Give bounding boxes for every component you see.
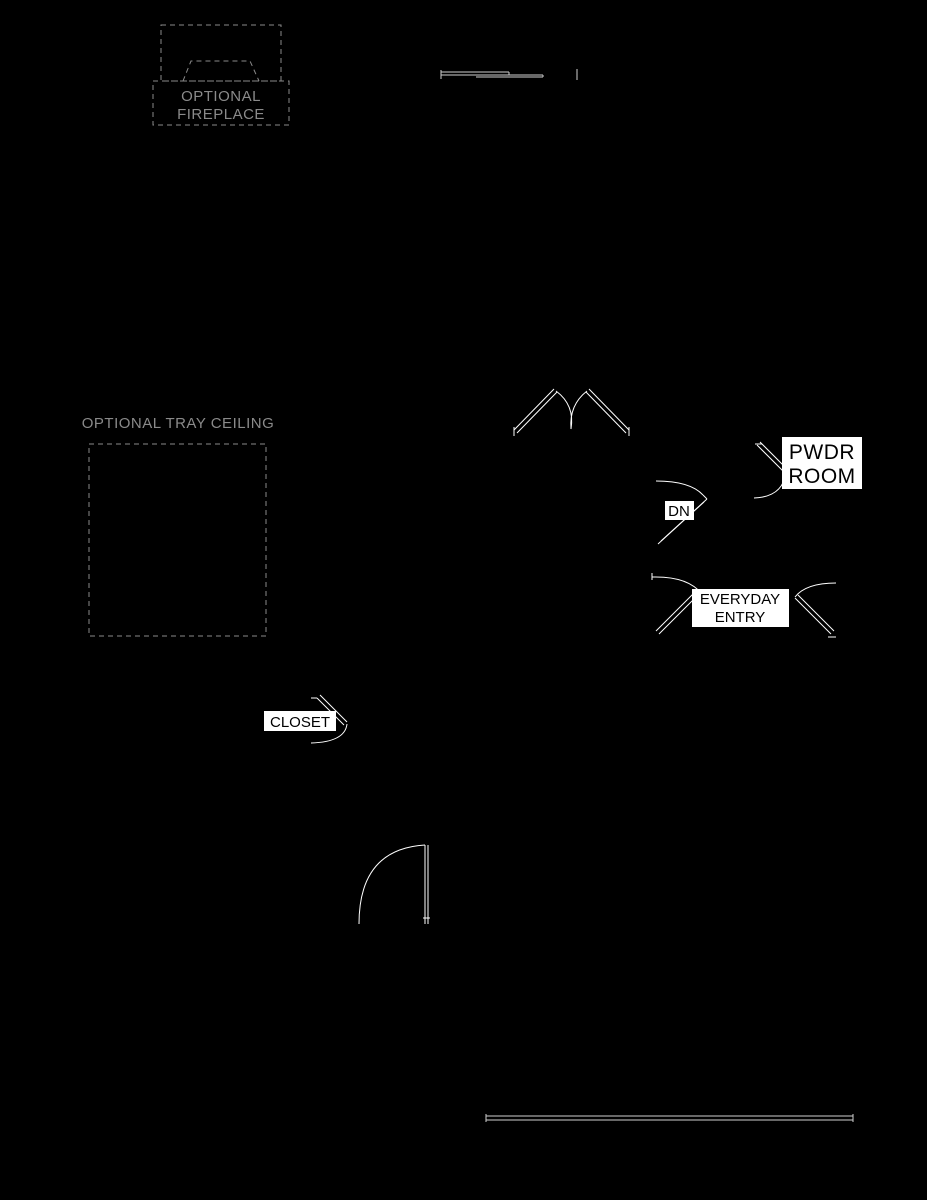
everyday-entry-label-line2: ENTRY [714, 609, 766, 626]
optional-fireplace [153, 25, 289, 125]
closet-label: CLOSET [269, 714, 331, 731]
pwdr-room-label-line1: PWDR [788, 441, 856, 464]
top-window [441, 69, 577, 80]
closet-door [264, 695, 347, 743]
fireplace-label-line2: FIREPLACE [177, 106, 265, 123]
pwdr-room-label-line2: ROOM [788, 465, 856, 488]
fireplace-firebox-outline [183, 61, 259, 81]
dn-label: DN [668, 503, 690, 520]
everyday-entry-door [652, 573, 836, 637]
tray-ceiling-label: OPTIONAL TRAY CEILING [81, 415, 275, 432]
fireplace-hearth-outline [161, 25, 281, 81]
double-door-center [514, 389, 629, 436]
stair-door-dn [656, 481, 707, 544]
everyday-entry-label-line1: EVERYDAY [699, 591, 781, 608]
powder-room-door [754, 437, 862, 498]
bottom-window [486, 1114, 853, 1122]
front-door-swing [359, 845, 430, 924]
optional-tray-ceiling [82, 415, 275, 636]
tray-ceiling-outline [89, 444, 266, 636]
fireplace-label-line1: OPTIONAL [181, 88, 261, 105]
